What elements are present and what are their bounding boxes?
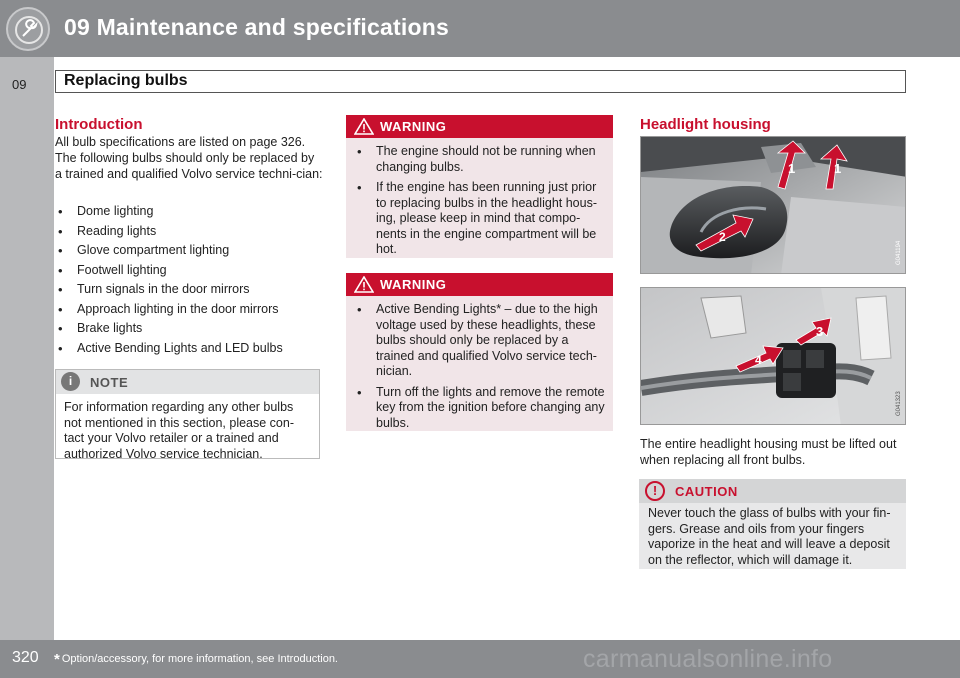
caution-header	[639, 479, 906, 503]
caution-box	[639, 479, 906, 569]
chapter-number: 09	[12, 77, 27, 92]
headlight-photo	[640, 136, 906, 274]
callout-label: 1	[788, 161, 796, 176]
warning-box	[346, 115, 613, 258]
chapter-header	[0, 0, 960, 57]
warning-triangle-icon	[354, 276, 374, 293]
caution-label: CAUTION	[675, 484, 738, 499]
wrench-icon	[6, 7, 50, 51]
footnote	[54, 651, 338, 668]
warning-header	[346, 115, 613, 138]
list-item: • Turn signals in the door mirrors	[55, 282, 323, 298]
section-header	[55, 70, 906, 93]
warning-header	[346, 273, 613, 296]
caution-text: Never touch the glass of bulbs with your fin-gers. Grease and oils from your fingers vaporize in the heat and will leave a deposit on the reflector, which will damage it.	[648, 506, 891, 567]
list-item: • Footwell lighting	[55, 263, 323, 279]
list-item: • The engine should not be running when changing bulbs.	[354, 144, 607, 175]
photo-code: G041323	[896, 391, 902, 416]
bulb-list	[55, 204, 323, 356]
warning-label: WARNING	[380, 277, 447, 292]
headlight-paragraph: The entire headlight housing must be lifted out when replacing all front bulbs.	[640, 437, 897, 467]
list-item: • Active Bending Lights and LED bulbs	[55, 341, 323, 357]
chapter-tab	[0, 57, 54, 640]
callout-label: 2	[719, 230, 726, 244]
note-header	[56, 370, 319, 394]
callout-label: 3	[816, 324, 824, 339]
caution-icon: !	[645, 481, 665, 501]
page-number: 320	[12, 649, 39, 666]
chapter-title: 09 Maintenance and specifications	[64, 14, 449, 40]
warning-label: WARNING	[380, 119, 447, 134]
note-label: NOTE	[90, 375, 129, 390]
watermark: carmanualsonline.info	[583, 645, 833, 673]
list-item: • Reading lights	[55, 224, 323, 240]
footnote-text: Option/accessory, for more information, see Introduction.	[61, 653, 338, 665]
callout-label: 1	[834, 161, 842, 176]
list-item: • Turn off the lights and remove the remote key from the ignition before changing any bulbs.	[354, 385, 607, 432]
info-icon: i	[61, 372, 80, 391]
callout-label: 4	[755, 353, 762, 367]
warning-list	[354, 144, 607, 258]
warning-list	[354, 302, 607, 431]
warning-triangle-icon	[354, 118, 374, 135]
list-item: • Dome lighting	[55, 204, 323, 220]
list-item: • Brake lights	[55, 321, 323, 337]
photo-code: G041194	[896, 240, 902, 265]
list-item: • Approach lighting in the door mirrors	[55, 302, 323, 318]
connector-photo	[640, 287, 906, 425]
note-text: For information regarding any other bulbs not mentioned in this section, please con-tact your Volvo retailer or a trained and authorized Volvo service technician.	[64, 400, 294, 461]
footnote-star: *	[54, 651, 60, 668]
list-item: • Active Bending Lights* – due to the high voltage used by these headlights, these bulbs should only be replaced by a trained and qualified Volvo service tech-nician.	[354, 302, 607, 380]
headlight-heading: Headlight housing	[640, 116, 771, 133]
intro-paragraph: All bulb specifications are listed on page 326. The following bulbs should only be replaced by a trained and qualified Volvo service techni-cian:	[55, 135, 323, 181]
intro-heading: Introduction	[55, 116, 143, 133]
warning-box-2	[346, 273, 613, 431]
note-box	[55, 369, 320, 459]
list-item: • Glove compartment lighting	[55, 243, 323, 259]
section-title: Replacing bulbs	[64, 72, 188, 89]
list-item: • If the engine has been running just prior to replacing bulbs in the headlight hous-ing, please keep in mind that compo-nents in the engine compartment will be hot.	[354, 180, 607, 258]
